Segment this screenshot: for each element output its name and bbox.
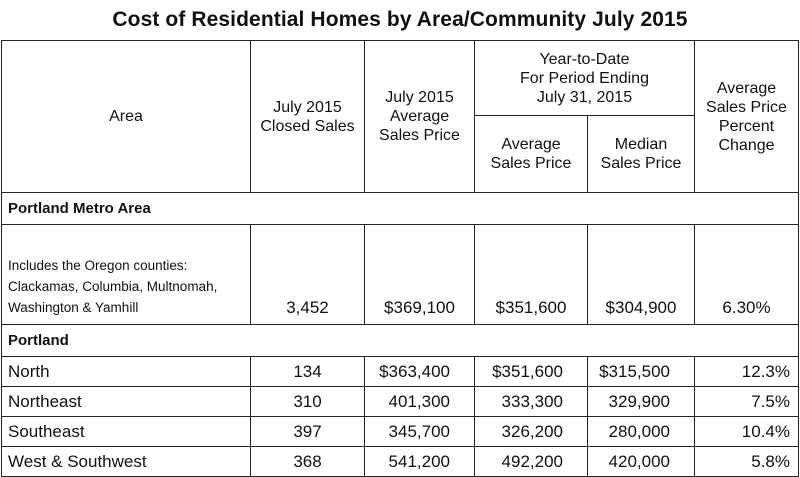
table-row xyxy=(2,357,799,387)
header-avg-price-line3: Sales Price xyxy=(379,127,460,144)
header-pct-line4: Change xyxy=(718,136,775,154)
row-avg-price: 401,300 xyxy=(365,387,475,417)
header-ytd-avg-line1: Average xyxy=(501,136,561,153)
row-area: Northeast xyxy=(2,387,251,417)
section-row-portland xyxy=(2,325,799,357)
sales-table xyxy=(1,40,799,477)
header-closed-sales xyxy=(251,41,365,193)
header-pct-change xyxy=(695,41,799,193)
row-pct-change: 7.5% xyxy=(695,387,799,417)
row-avg-price: 541,200 xyxy=(365,447,475,477)
metro-note-line1: Includes the Oregon counties: xyxy=(8,258,188,273)
row-pct-change: 12.3% xyxy=(695,357,799,387)
row-ytd-avg: $351,600 xyxy=(475,357,588,387)
row-closed-sales: 368 xyxy=(251,447,365,477)
header-pct-line1: Average xyxy=(716,79,777,97)
row-ytd-avg: 333,300 xyxy=(475,387,588,417)
header-ytd-line3: July 31, 2015 xyxy=(536,88,633,106)
header-avg-price-month xyxy=(365,41,475,193)
header-ytd-avg xyxy=(475,116,588,193)
row-pct-change: 5.8% xyxy=(695,447,799,477)
metro-note-line3: Washington & Yamhill xyxy=(8,300,139,315)
metro-avg-price: $369,100 xyxy=(365,225,475,325)
metro-closed-sales: 3,452 xyxy=(251,225,365,325)
header-ytd-line2: For Period Ending xyxy=(520,69,649,87)
header-area: Area xyxy=(2,41,251,193)
metro-ytd-avg: $351,600 xyxy=(475,225,588,325)
metro-ytd-median: $304,900 xyxy=(588,225,695,325)
header-ytd xyxy=(475,41,695,116)
row-closed-sales: 310 xyxy=(251,387,365,417)
row-closed-sales: 134 xyxy=(251,357,365,387)
row-area: Southeast xyxy=(2,417,251,447)
row-ytd-avg: 492,200 xyxy=(475,447,588,477)
row-avg-price: 345,700 xyxy=(365,417,475,447)
header-ytd-line1: Year-to-Date xyxy=(539,50,630,68)
header-avg-price-line1: July 2015 xyxy=(385,89,454,106)
row-area: West & Southwest xyxy=(2,447,251,477)
section-label-portland: Portland xyxy=(2,325,799,357)
header-avg-price-line2: Average xyxy=(389,108,450,125)
row-ytd-median: 420,000 xyxy=(588,447,695,477)
metro-summary-row xyxy=(2,225,799,325)
page-title: Cost of Residential Homes by Area/Community July 2015 xyxy=(112,8,688,31)
header-closed-sales-line1: July 2015 xyxy=(273,98,342,116)
metro-note xyxy=(2,225,251,325)
row-ytd-median: $315,500 xyxy=(588,357,695,387)
row-area: North xyxy=(2,357,251,387)
metro-pct-change: 6.30% xyxy=(695,225,799,325)
table-row xyxy=(2,387,799,417)
metro-note-line2: Clackamas, Columbia, Multnomah, xyxy=(8,279,218,294)
header-pct-line2: Sales Price xyxy=(706,98,787,116)
row-closed-sales: 397 xyxy=(251,417,365,447)
header-closed-sales-line2: Closed Sales xyxy=(260,117,355,135)
section-row-metro xyxy=(2,193,799,225)
row-ytd-avg: 326,200 xyxy=(475,417,588,447)
table-row xyxy=(2,417,799,447)
section-label-metro: Portland Metro Area xyxy=(2,193,799,225)
header-pct-line3: Percent xyxy=(718,117,775,135)
row-ytd-median: 280,000 xyxy=(588,417,695,447)
row-ytd-median: 329,900 xyxy=(588,387,695,417)
table-row xyxy=(2,447,799,477)
header-ytd-median-line1: Median xyxy=(614,136,668,153)
header-ytd-median xyxy=(588,116,695,193)
header-ytd-avg-line2: Sales Price xyxy=(490,155,572,172)
row-avg-price: $363,400 xyxy=(365,357,475,387)
header-ytd-median-line2: Sales Price xyxy=(600,155,682,172)
row-pct-change: 10.4% xyxy=(695,417,799,447)
